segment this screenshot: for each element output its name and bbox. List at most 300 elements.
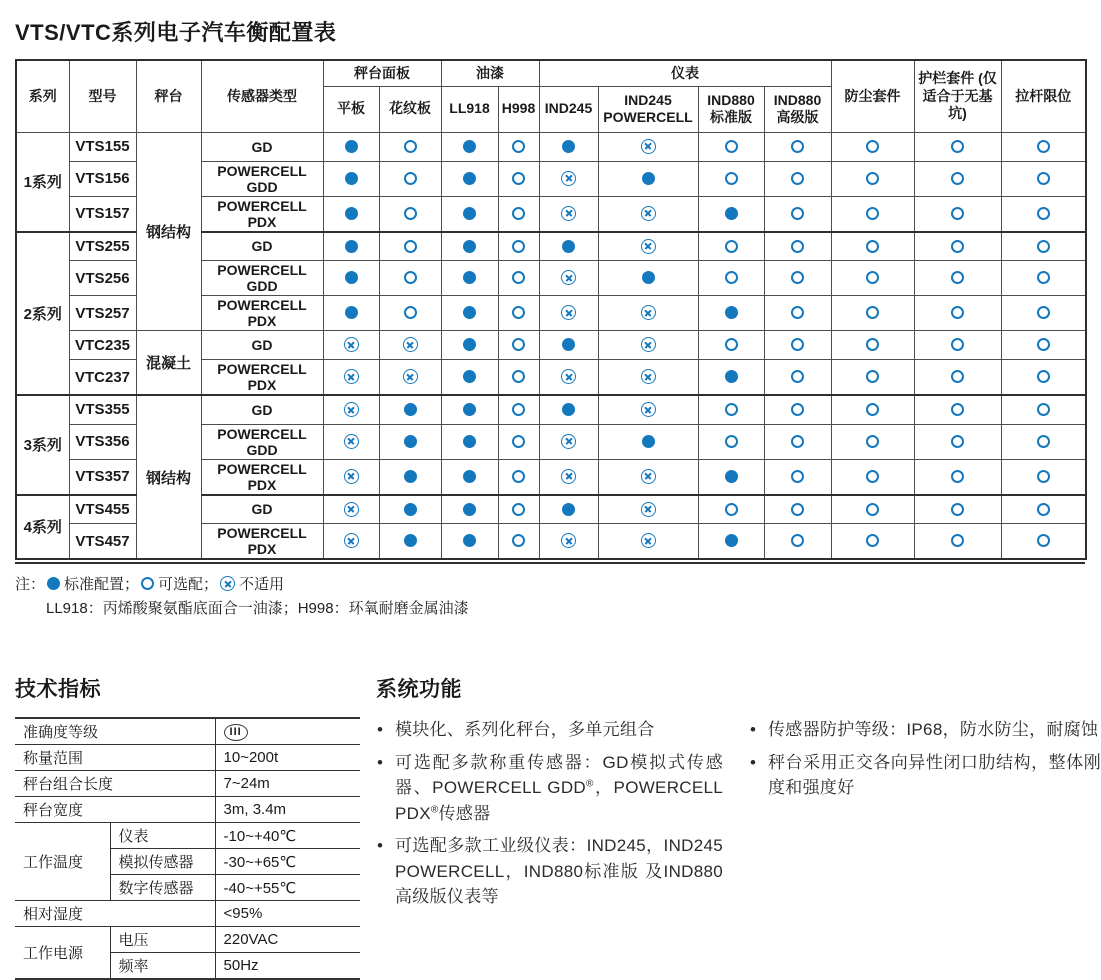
col-group-paint: 油漆: [441, 60, 539, 86]
standard-config-symbol: [562, 503, 575, 516]
col-header-ll918: LL918: [441, 86, 498, 132]
series-cell: 4系列: [16, 495, 69, 560]
config-symbol-cell: [831, 296, 914, 331]
config-symbol-cell: [539, 424, 598, 459]
spec-value-cell: -40~+55℃: [215, 875, 360, 901]
optional-config-symbol: [512, 370, 525, 383]
standard-config-symbol: [345, 271, 358, 284]
spec-sublabel-cell: 频率: [110, 953, 215, 980]
feature-bullet: • 秤台采用正交各向异性闭口肋结构，整体刚度和强度好: [749, 750, 1101, 801]
system-functions-list-1: [376, 717, 723, 917]
optional-config-symbol: [1037, 370, 1050, 383]
config-symbol-cell: [441, 196, 498, 232]
optional-config-symbol: [866, 207, 879, 220]
config-symbol-cell: [914, 261, 1001, 296]
config-symbol-cell: [914, 495, 1001, 524]
config-symbol-cell: [323, 360, 379, 396]
not-applicable-symbol: [641, 533, 656, 548]
config-symbol-cell: [598, 459, 698, 495]
spec-row: [15, 927, 360, 953]
spec-row: [15, 823, 360, 849]
optional-config-symbol: [791, 403, 804, 416]
not-applicable-symbol: [641, 469, 656, 484]
system-functions-section: [375, 673, 1101, 980]
standard-config-symbol: [463, 503, 476, 516]
paint-note: LL918：丙烯酸聚氨酯底面合一油漆；H998：环氧耐磨金属油漆: [46, 600, 469, 617]
config-symbol-cell: [498, 261, 539, 296]
config-symbol-cell: [498, 296, 539, 331]
not-applicable-symbol: [403, 337, 418, 352]
standard-config-symbol: [463, 306, 476, 319]
optional-config-symbol: [866, 470, 879, 483]
model-cell: VTS156: [69, 161, 136, 196]
config-symbol-cell: [914, 232, 1001, 261]
standard-config-symbol: [562, 338, 575, 351]
standard-config-symbol: [47, 577, 60, 590]
config-symbol-cell: [598, 524, 698, 560]
config-symbol-cell: [598, 232, 698, 261]
optional-config-symbol: [1037, 338, 1050, 351]
optional-config-symbol: [951, 240, 964, 253]
optional-config-symbol: [791, 435, 804, 448]
col-header-dust-kit: 防尘套件: [831, 60, 914, 132]
sensor-type-cell: POWERCELL GDD: [201, 161, 323, 196]
spec-label-cell: 工作电源: [15, 927, 110, 980]
optional-config-symbol: [951, 306, 964, 319]
config-symbol-cell: [698, 360, 764, 396]
config-row: [16, 132, 1086, 161]
config-symbol-cell: [598, 424, 698, 459]
optional-config-symbol: [404, 240, 417, 253]
optional-config-symbol: [1037, 271, 1050, 284]
spec-label-cell: 称量范围: [15, 745, 215, 771]
not-applicable-symbol: [344, 533, 359, 548]
standard-config-symbol: [463, 435, 476, 448]
config-symbol-cell: [698, 524, 764, 560]
sensor-type-cell: GD: [201, 495, 323, 524]
platform-cell: 混凝土: [136, 331, 201, 396]
config-symbol-cell: [379, 232, 441, 261]
config-symbol-cell: [539, 296, 598, 331]
config-symbol-cell: [764, 459, 831, 495]
optional-config-symbol: [725, 240, 738, 253]
optional-config-symbol: [791, 172, 804, 185]
col-header-ind880-advanced: IND880 高级版: [764, 86, 831, 132]
sensor-type-cell: POWERCELL PDX: [201, 296, 323, 331]
config-symbol-cell: [539, 524, 598, 560]
optional-config-symbol: [725, 172, 738, 185]
series-cell: 1系列: [16, 132, 69, 232]
config-symbol-cell: [1001, 331, 1086, 360]
optional-config-symbol: [512, 503, 525, 516]
model-cell: VTS455: [69, 495, 136, 524]
standard-config-symbol: [404, 403, 417, 416]
optional-config-symbol: [512, 271, 525, 284]
optional-config-symbol: [141, 577, 154, 590]
standard-config-symbol: [463, 271, 476, 284]
optional-config-symbol: [951, 207, 964, 220]
config-symbol-cell: [441, 161, 498, 196]
config-symbol-cell: [1001, 232, 1086, 261]
config-symbol-cell: [1001, 161, 1086, 196]
standard-config-symbol: [345, 172, 358, 185]
config-symbol-cell: [323, 459, 379, 495]
config-symbol-cell: [441, 132, 498, 161]
model-cell: VTS155: [69, 132, 136, 161]
config-symbol-cell: [831, 261, 914, 296]
optional-config-symbol: [512, 534, 525, 547]
platform-cell: 钢结构: [136, 132, 201, 331]
optional-config-symbol: [725, 403, 738, 416]
legend-line: 注： 标准配置； 可选配； 不适用: [15, 576, 285, 593]
optional-config-symbol: [1037, 240, 1050, 253]
spec-label-cell: 准确度等级: [15, 718, 215, 745]
tech-specs-section: [15, 673, 375, 980]
config-symbol-cell: [323, 232, 379, 261]
config-symbol-cell: [379, 296, 441, 331]
config-symbol-cell: [441, 395, 498, 424]
config-symbol-cell: [441, 424, 498, 459]
standard-config-symbol: [642, 172, 655, 185]
config-symbol-cell: [764, 232, 831, 261]
config-symbol-cell: [831, 360, 914, 396]
optional-config-symbol: [791, 470, 804, 483]
optional-config-symbol: [791, 370, 804, 383]
model-cell: VTS356: [69, 424, 136, 459]
standard-config-symbol: [463, 207, 476, 220]
config-symbol-cell: [441, 524, 498, 560]
standard-config-symbol: [345, 207, 358, 220]
optional-config-symbol: [791, 503, 804, 516]
optional-config-symbol: [404, 207, 417, 220]
config-symbol-cell: [498, 196, 539, 232]
config-symbol-cell: [698, 132, 764, 161]
config-symbol-cell: [379, 161, 441, 196]
config-symbol-cell: [539, 261, 598, 296]
spec-value-cell: 50Hz: [215, 953, 360, 980]
model-cell: VTC235: [69, 331, 136, 360]
config-symbol-cell: [698, 161, 764, 196]
optional-config-symbol: [866, 240, 879, 253]
feature-bullet: • 传感器防护等级：IP68，防水防尘，耐腐蚀: [749, 717, 1101, 743]
optional-config-symbol: [951, 534, 964, 547]
optional-config-symbol: [866, 435, 879, 448]
config-symbol-cell: [498, 360, 539, 396]
optional-config-symbol: [951, 338, 964, 351]
not-applicable-symbol: [641, 369, 656, 384]
standard-config-symbol: [562, 403, 575, 416]
config-symbol-cell: [914, 459, 1001, 495]
not-applicable-symbol: [403, 369, 418, 384]
table-notes: [15, 573, 1085, 621]
spec-value-cell: 3m, 3.4m: [215, 797, 360, 823]
feature-bullet: • 模块化、系列化秤台，多单元组合: [376, 717, 723, 743]
standard-config-symbol: [463, 470, 476, 483]
system-functions-title: 系统功能: [376, 678, 462, 701]
config-symbol-cell: [379, 495, 441, 524]
spec-sublabel-cell: 仪表: [110, 823, 215, 849]
not-applicable-symbol: [641, 239, 656, 254]
config-symbol-cell: [914, 424, 1001, 459]
standard-config-symbol: [562, 140, 575, 153]
model-cell: VTS256: [69, 261, 136, 296]
standard-config-symbol: [345, 140, 358, 153]
optional-config-symbol: [1037, 470, 1050, 483]
optional-config-symbol: [1037, 403, 1050, 416]
not-applicable-symbol: [561, 206, 576, 221]
config-symbol-cell: [764, 161, 831, 196]
config-symbol-cell: [441, 331, 498, 360]
feature-bullet: • 可选配多款称重传感器：GD模拟式传感器、POWERCELL GDD®，POWERCELL PDX®传感器: [376, 750, 723, 827]
config-symbol-cell: [764, 196, 831, 232]
config-symbol-cell: [539, 395, 598, 424]
config-symbol-cell: [1001, 196, 1086, 232]
config-symbol-cell: [1001, 524, 1086, 560]
config-row: [16, 331, 1086, 360]
config-symbol-cell: [698, 459, 764, 495]
model-cell: VTS257: [69, 296, 136, 331]
standard-config-symbol: [404, 435, 417, 448]
optional-config-symbol: [725, 435, 738, 448]
config-symbol-cell: [598, 161, 698, 196]
not-applicable-symbol: [561, 369, 576, 384]
config-symbol-cell: [598, 360, 698, 396]
optional-config-symbol: [791, 140, 804, 153]
spec-value-cell: -30~+65℃: [215, 849, 360, 875]
optional-config-symbol: [866, 271, 879, 284]
standard-config-symbol: [642, 271, 655, 284]
standard-config-symbol: [404, 470, 417, 483]
config-symbol-cell: [698, 424, 764, 459]
config-symbol-cell: [698, 296, 764, 331]
sensor-type-cell: POWERCELL GDD: [201, 261, 323, 296]
not-applicable-symbol: [344, 402, 359, 417]
optional-config-symbol: [512, 240, 525, 253]
sensor-type-cell: GD: [201, 395, 323, 424]
sensor-type-cell: POWERCELL PDX: [201, 459, 323, 495]
config-symbol-cell: [598, 196, 698, 232]
config-symbol-cell: [539, 196, 598, 232]
config-symbol-cell: [539, 459, 598, 495]
sensor-type-cell: POWERCELL PDX: [201, 524, 323, 560]
optional-config-symbol: [512, 172, 525, 185]
model-cell: VTS357: [69, 459, 136, 495]
standard-config-symbol: [463, 370, 476, 383]
config-symbol-cell: [598, 296, 698, 331]
config-symbol-cell: [831, 424, 914, 459]
config-symbol-cell: [764, 296, 831, 331]
config-table-header: [16, 60, 1086, 132]
config-symbol-cell: [764, 132, 831, 161]
optional-config-symbol: [512, 140, 525, 153]
standard-config-symbol: [404, 534, 417, 547]
col-header-h998: H998: [498, 86, 539, 132]
optional-config-symbol: [1037, 172, 1050, 185]
optional-config-symbol: [866, 338, 879, 351]
not-applicable-symbol: [641, 402, 656, 417]
optional-config-symbol: [866, 306, 879, 319]
config-symbol-cell: [698, 395, 764, 424]
optional-config-symbol: [1037, 306, 1050, 319]
not-applicable-symbol: [641, 337, 656, 352]
optional-config-symbol: [512, 207, 525, 220]
optional-config-symbol: [725, 271, 738, 284]
series-cell: 2系列: [16, 232, 69, 396]
config-symbol-cell: [498, 395, 539, 424]
optional-config-symbol: [791, 534, 804, 547]
config-symbol-cell: [539, 232, 598, 261]
spec-value-cell: [215, 718, 360, 745]
config-symbol-cell: [764, 395, 831, 424]
col-header-model: 型号: [69, 60, 136, 132]
config-symbol-cell: [498, 331, 539, 360]
col-header-ind245: IND245: [539, 86, 598, 132]
spec-label-cell: 相对湿度: [15, 901, 215, 927]
config-symbol-cell: [323, 132, 379, 161]
config-symbol-cell: [1001, 360, 1086, 396]
config-symbol-cell: [831, 132, 914, 161]
config-symbol-cell: [831, 524, 914, 560]
config-symbol-cell: [379, 196, 441, 232]
col-header-panel-flat: 平板: [323, 86, 379, 132]
config-symbol-cell: [323, 495, 379, 524]
not-applicable-symbol: [561, 305, 576, 320]
config-symbol-cell: [914, 132, 1001, 161]
spec-value-cell: 7~24m: [215, 771, 360, 797]
sensor-type-cell: GD: [201, 232, 323, 261]
oiml-class-iii-symbol: III: [224, 724, 248, 741]
config-symbol-cell: [1001, 424, 1086, 459]
standard-config-symbol: [463, 338, 476, 351]
standard-config-symbol: [463, 172, 476, 185]
standard-config-symbol: [463, 534, 476, 547]
optional-config-symbol: [791, 240, 804, 253]
config-symbol-cell: [698, 331, 764, 360]
config-symbol-cell: [598, 132, 698, 161]
not-applicable-symbol: [641, 305, 656, 320]
col-group-indicator: 仪表: [539, 60, 831, 86]
spec-value-cell: 10~200t: [215, 745, 360, 771]
config-symbol-cell: [831, 232, 914, 261]
config-symbol-cell: [539, 161, 598, 196]
optional-config-symbol: [404, 140, 417, 153]
config-symbol-cell: [914, 331, 1001, 360]
standard-config-symbol: [463, 403, 476, 416]
config-symbol-cell: [698, 196, 764, 232]
config-symbol-cell: [441, 495, 498, 524]
not-applicable-symbol: [561, 434, 576, 449]
model-cell: VTS255: [69, 232, 136, 261]
config-symbol-cell: [323, 161, 379, 196]
spec-row: [15, 745, 360, 771]
config-symbol-cell: [498, 132, 539, 161]
config-symbol-cell: [764, 331, 831, 360]
config-symbol-cell: [323, 296, 379, 331]
optional-config-symbol: [791, 338, 804, 351]
config-symbol-cell: [539, 331, 598, 360]
standard-config-symbol: [562, 240, 575, 253]
config-symbol-cell: [598, 495, 698, 524]
tech-specs-table: [15, 717, 360, 980]
config-symbol-cell: [1001, 296, 1086, 331]
config-symbol-cell: [1001, 459, 1086, 495]
model-cell: VTC237: [69, 360, 136, 396]
config-symbol-cell: [764, 360, 831, 396]
config-symbol-cell: [764, 261, 831, 296]
config-symbol-cell: [498, 232, 539, 261]
standard-config-symbol: [404, 503, 417, 516]
spec-sublabel-cell: 模拟传感器: [110, 849, 215, 875]
config-symbol-cell: [498, 524, 539, 560]
config-symbol-cell: [323, 524, 379, 560]
not-applicable-symbol: [561, 469, 576, 484]
config-symbol-cell: [914, 161, 1001, 196]
standard-config-symbol: [463, 140, 476, 153]
col-header-ind880-standard: IND880 标准版: [698, 86, 764, 132]
col-group-panel: 秤台面板: [323, 60, 441, 86]
config-symbol-cell: [323, 331, 379, 360]
config-symbol-cell: [764, 524, 831, 560]
config-symbol-cell: [441, 296, 498, 331]
spec-row: [15, 901, 360, 927]
spec-label-cell: 工作温度: [15, 823, 110, 901]
optional-config-symbol: [404, 271, 417, 284]
model-cell: VTS157: [69, 196, 136, 232]
config-symbol-cell: [323, 395, 379, 424]
feature-bullet: • 可选配多款工业级仪表：IND245，IND245 POWERCELL，IND880标准版 及IND880高级版仪表等: [376, 833, 723, 910]
optional-config-symbol: [951, 435, 964, 448]
standard-config-symbol: [642, 435, 655, 448]
series-cell: 3系列: [16, 395, 69, 495]
optional-config-symbol: [1037, 435, 1050, 448]
optional-config-symbol: [725, 338, 738, 351]
spec-value-cell: -10~+40℃: [215, 823, 360, 849]
standard-config-symbol: [463, 240, 476, 253]
config-symbol-cell: [764, 424, 831, 459]
optional-config-symbol: [791, 271, 804, 284]
spec-row: [15, 718, 360, 745]
config-symbol-cell: [539, 132, 598, 161]
not-applicable-symbol: [641, 206, 656, 221]
not-applicable-symbol: [344, 434, 359, 449]
standard-config-symbol: [345, 306, 358, 319]
config-symbol-cell: [598, 261, 698, 296]
config-symbol-cell: [914, 524, 1001, 560]
config-symbol-cell: [831, 459, 914, 495]
optional-config-symbol: [866, 403, 879, 416]
col-header-platform: 秤台: [136, 60, 201, 132]
not-applicable-symbol: [641, 502, 656, 517]
col-header-ind245-powercell: IND245 POWERCELL: [598, 86, 698, 132]
optional-config-symbol: [951, 470, 964, 483]
sensor-type-cell: POWERCELL PDX: [201, 360, 323, 396]
config-symbol-cell: [831, 495, 914, 524]
not-applicable-symbol: [344, 369, 359, 384]
spec-sublabel-cell: 数字传感器: [110, 875, 215, 901]
config-symbol-cell: [323, 424, 379, 459]
optional-config-symbol: [951, 503, 964, 516]
config-symbol-cell: [379, 459, 441, 495]
optional-config-symbol: [512, 470, 525, 483]
optional-config-symbol: [866, 534, 879, 547]
col-header-guardrail-kit: 护栏套件 (仅适合于无基坑): [914, 60, 1001, 132]
not-applicable-symbol: [220, 576, 235, 591]
col-header-sensor-type: 传感器类型: [201, 60, 323, 132]
config-symbol-cell: [498, 459, 539, 495]
optional-config-symbol: [725, 140, 738, 153]
spec-label-cell: 秤台组合长度: [15, 771, 215, 797]
config-symbol-cell: [379, 331, 441, 360]
